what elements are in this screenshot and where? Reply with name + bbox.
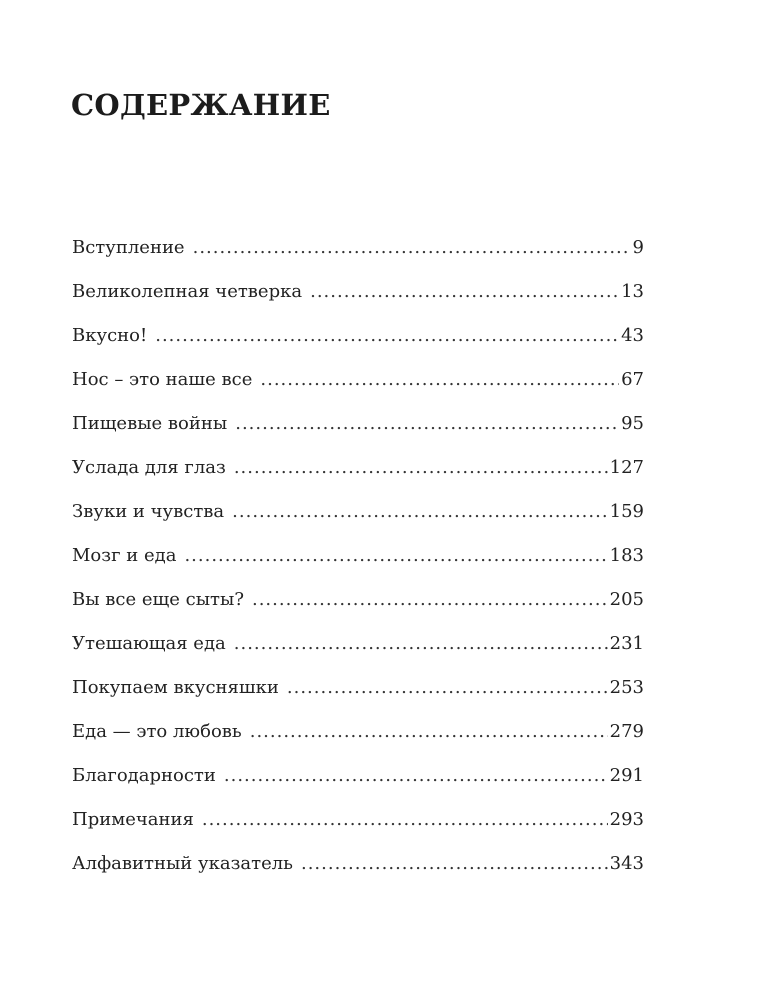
toc-entry[interactable] <box>72 630 644 674</box>
toc-entry[interactable] <box>72 234 644 278</box>
toc-entry[interactable] <box>72 718 644 762</box>
table-of-contents <box>72 234 644 894</box>
toc-entry-page: 67 <box>621 369 644 390</box>
toc-entry-page: 205 <box>609 589 644 610</box>
toc-entry-title: Вступление <box>72 237 185 258</box>
dot-leader <box>252 586 608 614</box>
toc-entry[interactable] <box>72 542 644 586</box>
toc-entry-title: Утешающая еда <box>72 633 226 654</box>
dot-leader <box>232 498 607 526</box>
toc-entry[interactable] <box>72 586 644 630</box>
toc-entry-title: Еда — это любовь <box>72 721 242 742</box>
dot-leader <box>310 278 619 306</box>
page-title: СОДЕРЖАНИЕ <box>71 88 331 122</box>
dot-leader <box>224 762 608 790</box>
toc-entry-page: 183 <box>609 545 644 566</box>
dot-leader <box>301 850 608 878</box>
toc-entry-page: 293 <box>609 809 644 830</box>
toc-entry-page: 253 <box>609 677 644 698</box>
dot-leader <box>287 674 608 702</box>
toc-entry[interactable] <box>72 850 644 894</box>
dot-leader <box>260 366 619 394</box>
toc-entry-page: 43 <box>621 325 644 346</box>
toc-entry[interactable] <box>72 454 644 498</box>
toc-entry-page: 291 <box>609 765 644 786</box>
toc-entry[interactable] <box>72 278 644 322</box>
toc-entry-title: Вы все еще сыты? <box>72 589 244 610</box>
toc-entry-title: Великолепная четверка <box>72 281 303 302</box>
toc-entry-title: Благодарности <box>72 765 216 786</box>
dot-leader <box>234 630 608 658</box>
toc-entry-title: Услада для глаз <box>72 457 226 478</box>
toc-entry-page: 231 <box>609 633 644 654</box>
dot-leader <box>235 410 619 438</box>
toc-entry[interactable] <box>72 410 644 454</box>
toc-entry-page: 127 <box>609 457 644 478</box>
dot-leader <box>250 718 608 746</box>
dot-leader <box>193 234 631 262</box>
toc-entry-page: 13 <box>621 281 644 302</box>
toc-entry-title: Звуки и чувства <box>72 501 225 522</box>
toc-entry[interactable] <box>72 498 644 542</box>
toc-entry-page: 95 <box>621 413 644 434</box>
toc-entry-page: 9 <box>632 237 644 258</box>
toc-entry-title: Вкусно! <box>72 325 148 346</box>
toc-entry-page: 279 <box>609 721 644 742</box>
toc-entry-title: Покупаем вкусняшки <box>72 677 279 698</box>
toc-entry-title: Алфавитный указатель <box>72 853 293 874</box>
toc-entry-title: Пищевые войны <box>72 413 228 434</box>
toc-entry-title: Примечания <box>72 809 194 830</box>
toc-entry[interactable] <box>72 322 644 366</box>
toc-entry-page: 343 <box>609 853 644 874</box>
dot-leader <box>155 322 619 350</box>
toc-entry[interactable] <box>72 806 644 850</box>
toc-entry-title: Мозг и еда <box>72 545 177 566</box>
dot-leader <box>234 454 608 482</box>
toc-entry[interactable] <box>72 674 644 718</box>
toc-entry[interactable] <box>72 762 644 806</box>
toc-entry[interactable] <box>72 366 644 410</box>
dot-leader <box>184 542 607 570</box>
toc-entry-title: Нос – это наше все <box>72 369 253 390</box>
toc-entry-page: 159 <box>609 501 644 522</box>
dot-leader <box>202 806 608 834</box>
